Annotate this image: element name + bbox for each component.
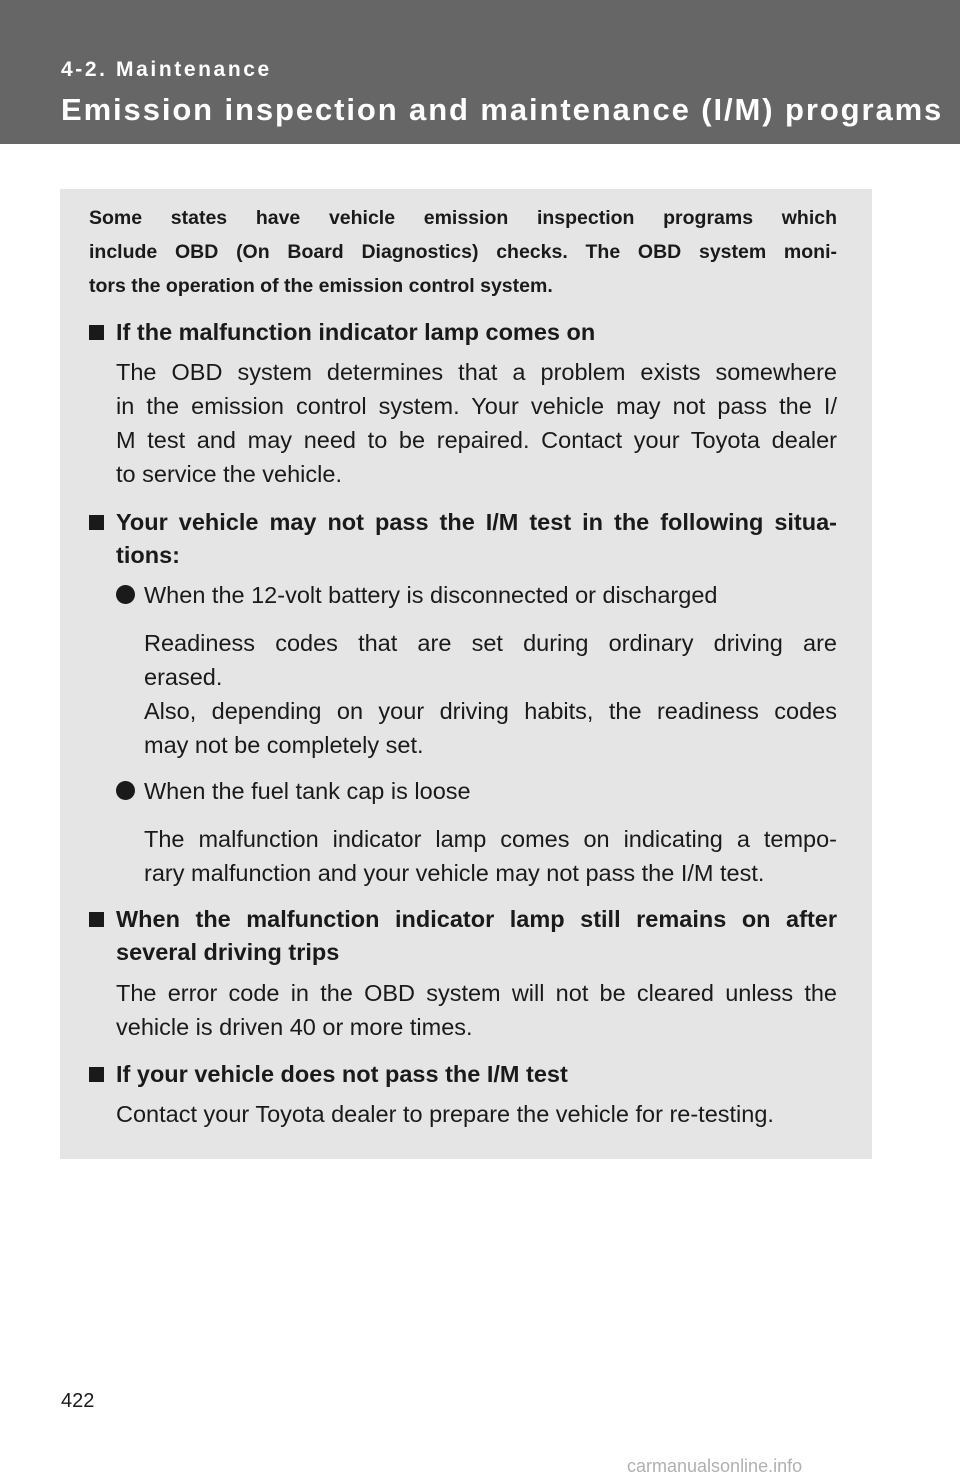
round-bullet-icon bbox=[116, 585, 135, 604]
bullet-fuel-cap-detail bbox=[144, 822, 837, 890]
body-line: The OBD system determines that a problem exists somewhere bbox=[116, 359, 837, 385]
page-title: Emission inspection and maintenance (I/M) programs bbox=[61, 92, 944, 127]
detail-line: rary malfunction and your vehicle may not pass the I/M test. bbox=[144, 860, 765, 886]
body-line: vehicle is driven 40 or more times. bbox=[116, 1014, 473, 1040]
body-line: Contact your Toyota dealer to prepare the vehicle for re-testing. bbox=[116, 1101, 774, 1127]
bullet-label: When the 12-volt battery is disconnected or discharged bbox=[144, 582, 718, 608]
body-line: The error code in the OBD system will not be cleared unless the bbox=[116, 980, 837, 1006]
round-bullet-icon bbox=[116, 781, 135, 800]
heading-text: tions: bbox=[116, 542, 180, 568]
detail-line: Also, depending on your driving habits, the readiness codes bbox=[144, 698, 837, 724]
body-line: M test and may need to be repaired. Contact your Toyota dealer bbox=[116, 427, 837, 453]
section-body-does-not-pass bbox=[116, 1097, 837, 1131]
intro-paragraph bbox=[89, 201, 837, 303]
square-bullet-icon bbox=[89, 515, 104, 530]
section-heading-may-not-pass bbox=[89, 506, 837, 572]
page-number: 422 bbox=[61, 1390, 95, 1412]
body-line: in the emission control system. Your vehicle may not pass the I/ bbox=[116, 393, 837, 419]
section-body-lamp-on bbox=[116, 355, 837, 491]
detail-line: erased. bbox=[144, 664, 223, 690]
square-bullet-icon bbox=[89, 912, 104, 927]
section-heading-lamp-on bbox=[89, 316, 837, 349]
square-bullet-icon bbox=[89, 325, 104, 340]
detail-line: may not be completely set. bbox=[144, 732, 424, 758]
section-body-remains-on bbox=[116, 976, 837, 1044]
bullet-battery bbox=[116, 578, 837, 612]
body-line: to service the vehicle. bbox=[116, 461, 342, 487]
square-bullet-icon bbox=[89, 1067, 104, 1082]
heading-text: Your vehicle may not pass the I/M test in the following situa- bbox=[116, 509, 837, 535]
section-label: 4-2. Maintenance bbox=[61, 58, 272, 81]
detail-line: The malfunction indicator lamp comes on indicating a tempo- bbox=[144, 826, 837, 852]
section-heading-remains-on bbox=[89, 903, 837, 969]
watermark[interactable]: carmanualsonline.info bbox=[627, 1456, 803, 1476]
bullet-label: When the fuel tank cap is loose bbox=[144, 778, 471, 804]
heading-text: If the malfunction indicator lamp comes on bbox=[116, 319, 596, 345]
bullet-fuel-cap bbox=[116, 774, 837, 808]
heading-text: several driving trips bbox=[116, 939, 340, 965]
heading-text: If your vehicle does not pass the I/M test bbox=[116, 1061, 568, 1087]
bullet-battery-detail bbox=[144, 626, 837, 762]
header-band bbox=[0, 0, 960, 144]
intro-line: Some states have vehicle emission inspection programs which bbox=[89, 207, 837, 229]
heading-text: When the malfunction indicator lamp still remains on after bbox=[116, 906, 837, 932]
intro-line: include OBD (On Board Diagnostics) checks. The OBD system moni- bbox=[89, 241, 837, 263]
detail-line: Readiness codes that are set during ordinary driving are bbox=[144, 630, 837, 656]
intro-line: tors the operation of the emission control system. bbox=[89, 275, 553, 297]
section-heading-does-not-pass bbox=[89, 1058, 837, 1091]
